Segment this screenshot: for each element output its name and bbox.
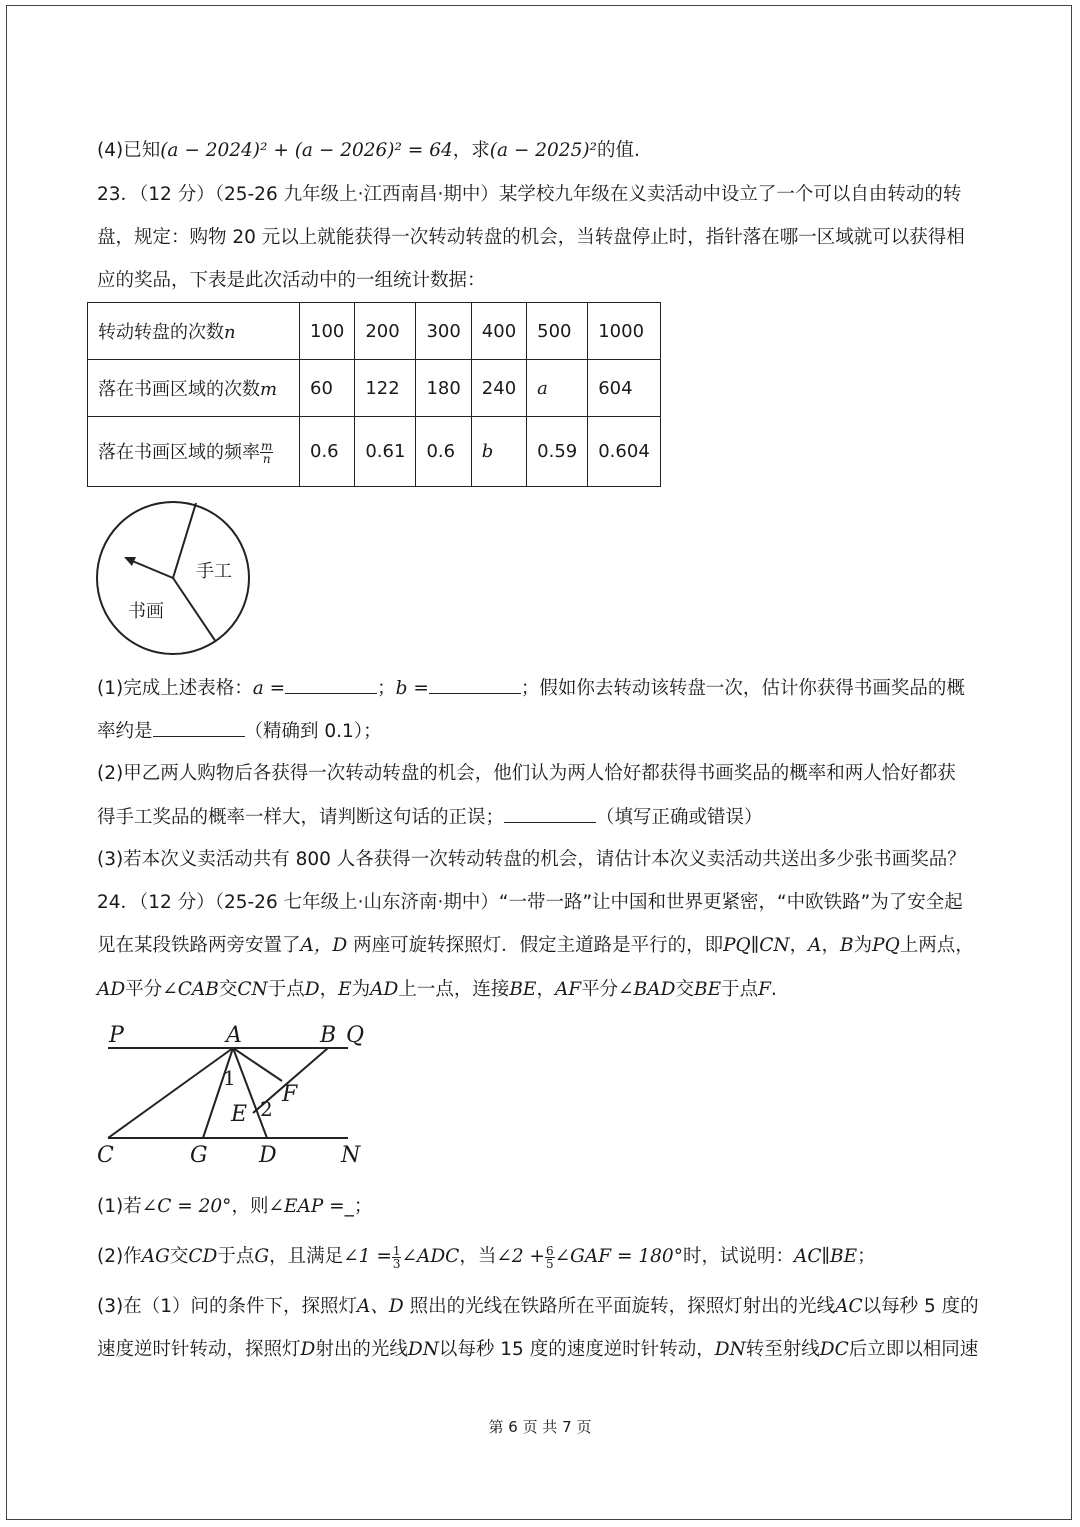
q24-line2: 见在某段铁路两旁安置了A，D 两座可旋转探照灯．假定主道路是平行的，即PQ∥CN，A，B为PQ上两点， bbox=[97, 935, 974, 956]
label-painting: 书画 bbox=[128, 601, 164, 622]
q22-expr: (a − 2024)² + (a − 2026)² = 64 bbox=[160, 140, 453, 161]
table-cell: a bbox=[527, 360, 588, 417]
table-cell: 100 bbox=[300, 303, 355, 360]
spinner-divider bbox=[173, 503, 196, 578]
label-E: E bbox=[231, 1102, 248, 1127]
label-F: F bbox=[282, 1082, 298, 1107]
table-cell: 180 bbox=[416, 360, 471, 417]
table-cell: 0.6 bbox=[416, 417, 471, 487]
q22-expr2: (a − 2025)² bbox=[489, 140, 597, 161]
q23-p2-line2: 得手工奖品的概率一样大，请判断这句话的正误； （填写正确或错误） bbox=[97, 804, 763, 831]
label-D: D bbox=[259, 1143, 277, 1168]
q23-p3: (3)若本次义卖活动共有 800 人各获得一次转动转盘的机会，请估计本次义卖活动共送出多少张书画奖品？ bbox=[97, 849, 966, 870]
line-AC bbox=[108, 1048, 233, 1138]
label-Q: Q bbox=[346, 1023, 365, 1048]
label-A: A bbox=[226, 1023, 242, 1048]
q24-line1: 24．（12 分）（25-26 七年级上·山东济南·期中）“一带一路”让中国和世界更紧密，“中欧铁路”为了安全起 bbox=[97, 892, 963, 913]
answer-blank[interactable] bbox=[153, 718, 245, 737]
stats-table bbox=[87, 302, 661, 487]
table-row bbox=[88, 303, 661, 360]
table-cell: 400 bbox=[471, 303, 526, 360]
spinner-divider bbox=[173, 578, 216, 642]
q23-p1-line2: 率约是 （精确到 0.1）； bbox=[97, 718, 382, 745]
table-cell: 0.59 bbox=[527, 417, 588, 487]
table-cell: 122 bbox=[355, 360, 416, 417]
table-cell: b bbox=[471, 417, 526, 487]
label-P: P bbox=[109, 1023, 124, 1048]
q24-line3: AD平分∠CAB交CN于点D，E为AD上一点，连接BE，AF平分∠BAD交BE于点F. bbox=[97, 979, 777, 1000]
q23-line3: 应的奖品，下表是此次活动中的一组统计数据： bbox=[97, 270, 486, 291]
answer-blank[interactable] bbox=[429, 675, 521, 694]
table-row bbox=[88, 360, 661, 417]
geometry-figure bbox=[90, 1015, 390, 1170]
row-header: 落在书画区域的频率 $\frac{m}{n}$ bbox=[88, 417, 300, 487]
q23-p2-line1: (2)甲乙两人购物后各获得一次转动转盘的机会，他们认为两人恰好都获得书画奖品的概率和两人恰好都获 bbox=[97, 763, 956, 784]
table-cell: 604 bbox=[588, 360, 661, 417]
line-AG bbox=[203, 1048, 233, 1138]
spinner-pointer bbox=[130, 560, 173, 578]
table-cell: 500 bbox=[527, 303, 588, 360]
q22-part4: (4)已知(a − 2024)² + (a − 2026)² = 64，求(a − 2025)²的值. bbox=[97, 140, 640, 161]
table-cell: 240 bbox=[471, 360, 526, 417]
answer-blank[interactable] bbox=[504, 804, 596, 823]
table-cell: 300 bbox=[416, 303, 471, 360]
spinner-figure bbox=[92, 500, 256, 660]
table-cell: 0.61 bbox=[355, 417, 416, 487]
table-cell: 0.6 bbox=[300, 417, 355, 487]
q24-p2: (2)作AG交CD于点G，且满足∠1 = $\frac{1}{3}$ ∠ADC，当∠2 + $\frac{6}{5}$ ∠GAF = 180°时，试说明：AC∥BE； bbox=[97, 1243, 876, 1271]
page-footer: 第 6 页 共 7 页 bbox=[488, 1418, 592, 1436]
row-header: 转动转盘的次数n bbox=[88, 303, 300, 360]
q23-line2: 盘，规定：购物 20 元以上就能获得一次转动转盘的机会，当转盘停止时，指针落在哪一区域就可以获得相 bbox=[97, 227, 965, 248]
table-cell: 200 bbox=[355, 303, 416, 360]
label-angle2: 2 bbox=[260, 1097, 273, 1121]
row-header: 落在书画区域的次数m bbox=[88, 360, 300, 417]
label-C: C bbox=[97, 1143, 114, 1168]
label-angle1: 1 bbox=[223, 1066, 236, 1090]
label-G: G bbox=[190, 1143, 208, 1168]
label-craft: 手工 bbox=[196, 561, 232, 582]
q23-line1: 23．（12 分）（25-26 九年级上·江西南昌·期中）某学校九年级在义卖活动中设立了一个可以自由转动的转 bbox=[97, 184, 962, 205]
q24-p1: (1)若∠C = 20°，则∠EAP =_； bbox=[97, 1196, 373, 1217]
answer-blank[interactable] bbox=[285, 675, 377, 694]
label-N: N bbox=[341, 1143, 361, 1168]
table-cell: 1000 bbox=[588, 303, 661, 360]
q24-p3-line2: 速度逆时针转动，探照灯D射出的光线DN以每秒 15 度的速度逆时针转动，DN转至射线DC后立即以相同速 bbox=[97, 1339, 979, 1360]
table-cell: 60 bbox=[300, 360, 355, 417]
q23-p1-line1: (1)完成上述表格：a = ；b = ；假如你去转动该转盘一次，估计你获得书画奖品的概 bbox=[97, 675, 965, 702]
q24-p3-line1: (3)在（1）问的条件下，探照灯A、D 照出的光线在铁路所在平面旋转，探照灯射出的光线AC以每秒 5 度的 bbox=[97, 1296, 979, 1317]
line-AF bbox=[233, 1048, 282, 1081]
label-B: B bbox=[320, 1023, 337, 1048]
table-row bbox=[88, 417, 661, 487]
table-cell: 0.604 bbox=[588, 417, 661, 487]
